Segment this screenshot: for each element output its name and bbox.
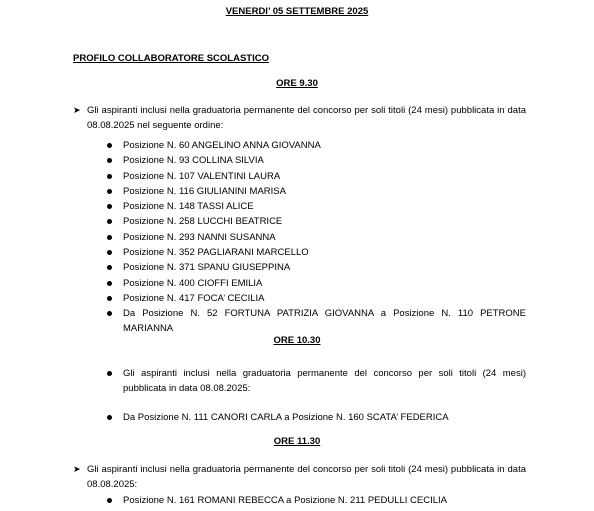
list-item [107, 493, 447, 508]
list-item-text: Posizione N. 352 PAGLIARANI MARCELLO [123, 247, 309, 259]
bullet-dot-icon [107, 265, 112, 270]
list-item [107, 169, 321, 184]
date-title: VENERDI’ 05 SETTEMBRE 2025 [225, 6, 369, 17]
list-item [107, 260, 321, 275]
time-heading-1130: ORE 11.30 [273, 436, 321, 447]
list-item [107, 410, 449, 425]
section-intro: Gli aspiranti inclusi nella graduatoria permanente del concorso per soli titoli (24 mesi) pubblicata in data 08.08.2025: [123, 368, 526, 394]
bullet-dot-icon [107, 143, 112, 148]
bullet-dot-icon [107, 189, 112, 194]
bullet-dot-icon [107, 235, 112, 240]
round-bullet-icon [107, 366, 112, 381]
list-item-text: Posizione N. 417 FOCA’ CECILIA [123, 292, 265, 304]
range-text: Posizione N. 161 ROMANI REBECCA a Posizione N. 211 PEDULLI CECILIA [123, 495, 448, 506]
list-item-text: Posizione N. 60 ANGELINO ANNA GIOVANNA [123, 140, 321, 151]
bullet-dot-icon [107, 250, 112, 255]
time-heading-1030: ORE 10.30 [273, 335, 321, 346]
list-item-text: Posizione N. 258 LUCCHI BEATRICE [123, 216, 283, 228]
list-item [107, 153, 321, 168]
arrow-bullet-icon: ➤ [73, 464, 81, 474]
bullet-dot-icon [107, 174, 112, 179]
list-item [107, 184, 321, 199]
bullet-dot-icon [107, 281, 112, 286]
bullet-dot-icon [107, 158, 112, 163]
time-heading-930: ORE 9.30 [276, 78, 318, 89]
list-item [107, 306, 526, 336]
list-item [107, 276, 321, 291]
list-item [107, 199, 321, 214]
list-item [107, 138, 321, 153]
list-item [107, 291, 321, 306]
list-item-text: Posizione N. 293 NANNI SUSANNA [123, 231, 276, 243]
bullet-dot-icon [107, 296, 112, 301]
list-item-text: Posizione N. 107 VALENTINI LAURA [123, 170, 281, 182]
range-text: Da Posizione N. 52 FORTUNA PATRIZIA GIOVANNA a Posizione N. 110 PETRONE MARIANNA [123, 308, 526, 334]
bullet-dot-icon [107, 204, 112, 209]
range-text: Da Posizione N. 111 CANORI CARLA a Posizione N. 160 SCATA’ FEDERICA [123, 412, 449, 423]
profile-heading: PROFILO COLLABORATORE SCOLASTICO [73, 53, 269, 64]
list-item [107, 214, 321, 229]
list-item [107, 245, 321, 260]
section-intro: Gli aspiranti inclusi nella graduatoria permanente del concorso per soli titoli (24 mesi) pubblicata in data 08.08.2025 nel seguente ordine: [87, 105, 526, 131]
bullet-dot-icon [107, 219, 112, 224]
bullet-dot-icon [107, 498, 112, 503]
bullet-dot-icon [107, 311, 112, 316]
position-list [107, 138, 321, 306]
section-intro: Gli aspiranti inclusi nella graduatoria permanente del concorso per soli titoli (24 mesi) pubblicata in data 08.08.2025: [87, 464, 526, 490]
list-item-text: Posizione N. 93 COLLINA SILVIA [123, 155, 264, 167]
list-item-text: Posizione N. 148 TASSI ALICE [123, 201, 254, 213]
list-item-text: Posizione N. 116 GIULIANINI MARISA [123, 185, 286, 197]
list-item-text: Posizione N. 400 CIOFFI EMILIA [123, 277, 263, 289]
list-item [107, 230, 321, 245]
arrow-bullet-icon: ➤ [73, 105, 81, 115]
list-item-text: Posizione N. 371 SPANU GIUSEPPINA [123, 262, 291, 274]
bullet-dot-icon [107, 415, 112, 420]
